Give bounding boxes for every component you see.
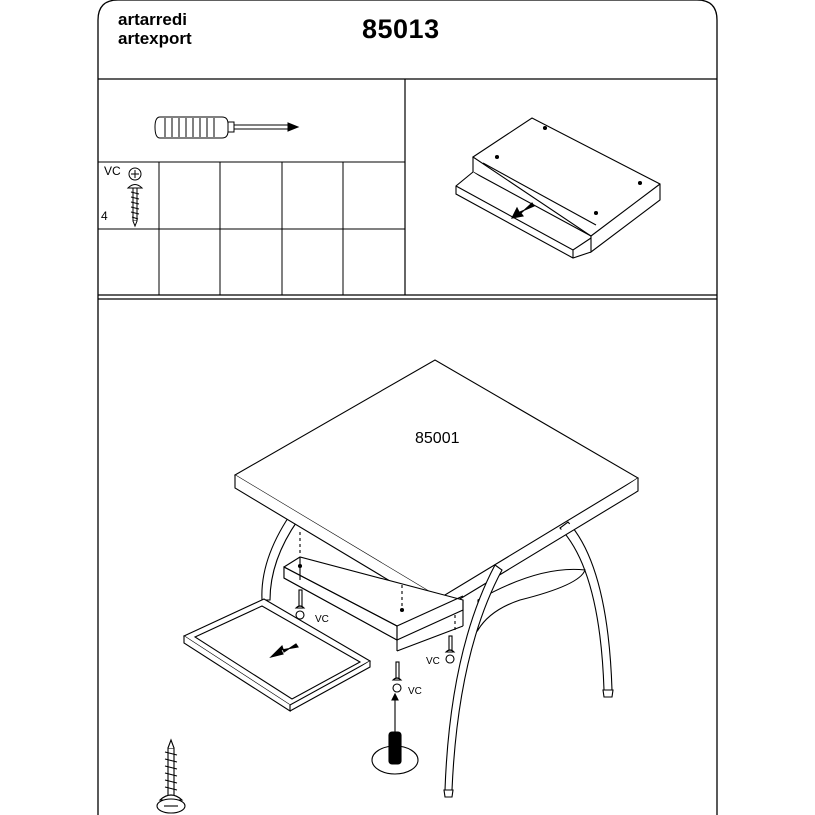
- screwdriver-icon: [155, 117, 298, 138]
- callout-label-3: VC: [426, 656, 440, 667]
- screw-callout-3: [446, 636, 454, 663]
- screw-callout-1: [296, 590, 304, 619]
- brand-block: [118, 10, 192, 48]
- callout-label-1: VC: [315, 614, 329, 625]
- screw-icon: [128, 168, 142, 226]
- screw-quantity-label: 4: [101, 209, 108, 223]
- brand-name-line1: artarredi: [118, 10, 187, 29]
- parts-grid: [98, 162, 405, 295]
- desk-assembly-diagram: [157, 360, 638, 813]
- brand-name-line2: artexport: [118, 29, 192, 48]
- driving-screwdriver-icon: [372, 694, 418, 774]
- screw-callout-2: [393, 662, 401, 692]
- callout-label-2: VC: [408, 686, 422, 697]
- loose-screw-icon: [157, 740, 185, 813]
- screw-code-label: VC: [104, 164, 121, 178]
- model-number: 85013: [362, 14, 440, 44]
- drawer-detail-diagram: [456, 118, 660, 258]
- desk-part-code: 85001: [415, 430, 460, 447]
